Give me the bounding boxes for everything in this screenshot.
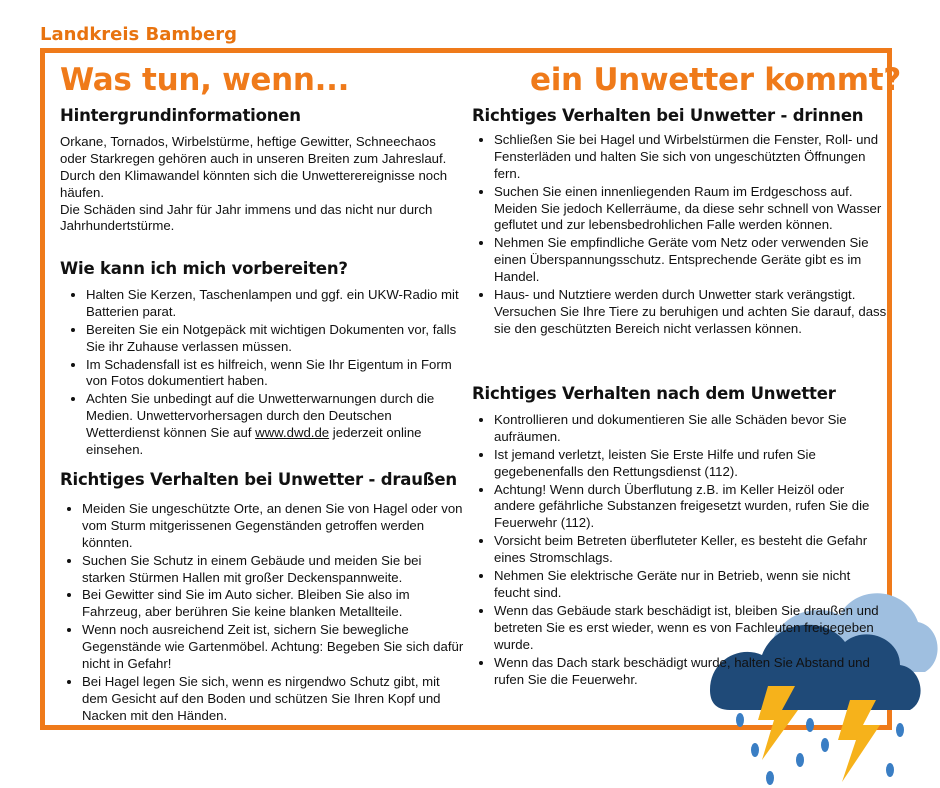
section-outside <box>60 472 466 726</box>
list-item: • Suchen Sie einen innenliegenden Raum im Erdgeschoss auf. Meiden Sie jedoch Kellerräume, da diese sehr schnell von Wasser geflutet und zur lebensbedrohlichen Falle werden können. <box>494 184 890 235</box>
section-heading: Wie kann ich mich vorbereiten? <box>60 259 348 278</box>
title-right: ein Unwetter kommt? <box>530 62 901 98</box>
prepare-list <box>60 287 460 459</box>
outside-list <box>60 501 466 725</box>
paragraph: Die Schäden sind Jahr für Jahr immens und das nicht nur durch Jahrhundertstürme. <box>60 201 433 234</box>
list-item: • Ist jemand verletzt, leisten Sie Erste Hilfe und rufen Sie gegebenenfalls den Rettungsdienst (112). <box>494 447 882 481</box>
list-item-text: Achten Sie unbedingt auf die Unwetterwarnungen durch die Medien. Unwettervorhersagen durch den Deutschen Wetterdienst können Sie auf <box>86 391 435 441</box>
list-item: • Vorsicht beim Betreten überfluteter Keller, es besteht die Gefahr eines Stromschlags. <box>494 533 882 567</box>
list-item: • Nehmen Sie elektrische Geräte nur in Betrieb, wenn sie nicht feucht sind. <box>494 568 882 602</box>
list-item: • Wenn das Dach stark beschädigt wurde, halten Sie Abstand und rufen Sie die Feuerwehr. <box>494 655 882 689</box>
section-inside <box>472 108 890 339</box>
list-item: • Im Schadensfall ist es hilfreich, wenn Sie Ihr Eigentum in Form von Fotos dokumentiert haben. <box>86 357 460 391</box>
list-item: • Schließen Sie bei Hagel und Wirbelstürmen die Fenster, Roll- und Fensterläden und halten Sie sich von ungeschützten Öffnungen fern. <box>494 132 890 183</box>
list-item <box>86 391 460 459</box>
paragraph: Durch den Klimawandel könnten sich die Unwetterereignisse noch häufen. <box>60 167 448 200</box>
title-left: Was tun, wenn... <box>60 62 350 98</box>
organization-name: Landkreis Bamberg <box>40 24 237 45</box>
section-heading: Hintergrundinformationen <box>60 106 301 125</box>
list-item: • Wenn noch ausreichend Zeit ist, sichern Sie bewegliche Gegenstände wie Gartenmöbel. Achtung: Begeben Sie sich dafür nicht in Gefahr! <box>82 622 466 673</box>
section-after <box>472 386 882 689</box>
paragraph: Orkane, Tornados, Wirbelstürme, heftige Gewitter, Schneechaos oder Starkregen gehören auch in unseren Breiten zum Jahreslauf. <box>60 133 447 166</box>
after-list <box>472 412 882 689</box>
inside-list <box>472 132 890 338</box>
list-item: • Nehmen Sie empfindliche Geräte vom Netz oder verwenden Sie einen Überspannungsschutz. Entsprechende Geräte gibt es im Handel. <box>494 235 890 286</box>
dwd-link[interactable]: www.dwd.de <box>255 425 330 441</box>
list-item: • Haus- und Nutztiere werden durch Unwetter stark verängstigt. Versuchen Sie Ihre Tiere zu beruhigen und achten Sie darauf, dass sie den geschützten Bereich nicht verlassen können. <box>494 287 890 338</box>
list-item-text: jederzeit online einsehen. <box>86 425 422 458</box>
list-item: • Wenn das Gebäude stark beschädigt ist, bleiben Sie draußen und betreten Sie es erst wieder, wenn es von Fachleuten freigegeben wurde. <box>494 603 882 654</box>
list-item: • Bereiten Sie ein Notgepäck mit wichtigen Dokumenten vor, falls Sie ihr Zuhause verlassen müssen. <box>86 322 460 356</box>
list-item: • Suchen Sie Schutz in einem Gebäude und meiden Sie bei starken Stürmen Hallen mit großer Deckenspannweite. <box>82 553 466 587</box>
list-item: • Achtung! Wenn durch Überflutung z.B. im Keller Heizöl oder andere gefährliche Substanzen freigesetzt wurden, rufen Sie die Feuerwehr (112). <box>494 482 882 533</box>
section-heading: Richtiges Verhalten nach dem Unwetter <box>472 384 836 403</box>
list-item: • Kontrollieren und dokumentieren Sie alle Schäden bevor Sie aufräumen. <box>494 412 882 446</box>
section-heading: Richtiges Verhalten bei Unwetter - draußen <box>60 470 457 489</box>
section-heading: Richtiges Verhalten bei Unwetter - drinnen <box>472 106 864 125</box>
list-item: • Halten Sie Kerzen, Taschenlampen und ggf. ein UKW-Radio mit Batterien parat. <box>86 287 460 321</box>
list-item: • Bei Gewitter sind Sie im Auto sicher. Bleiben Sie also im Fahrzeug, aber berühren Sie keine blanken Metallteile. <box>82 587 466 621</box>
list-item: • Bei Hagel legen Sie sich, wenn es nirgendwo Schutz gibt, mit dem Gesicht auf den Boden und schützen Sie Ihren Kopf und Nacken mit den Händen. <box>82 674 466 725</box>
list-item: • Meiden Sie ungeschützte Orte, an denen Sie von Hagel oder von vom Sturm mitgerissenen Gegenständen getroffen werden könnten. <box>82 501 466 552</box>
section-prepare <box>60 261 460 460</box>
section-background <box>60 108 460 235</box>
